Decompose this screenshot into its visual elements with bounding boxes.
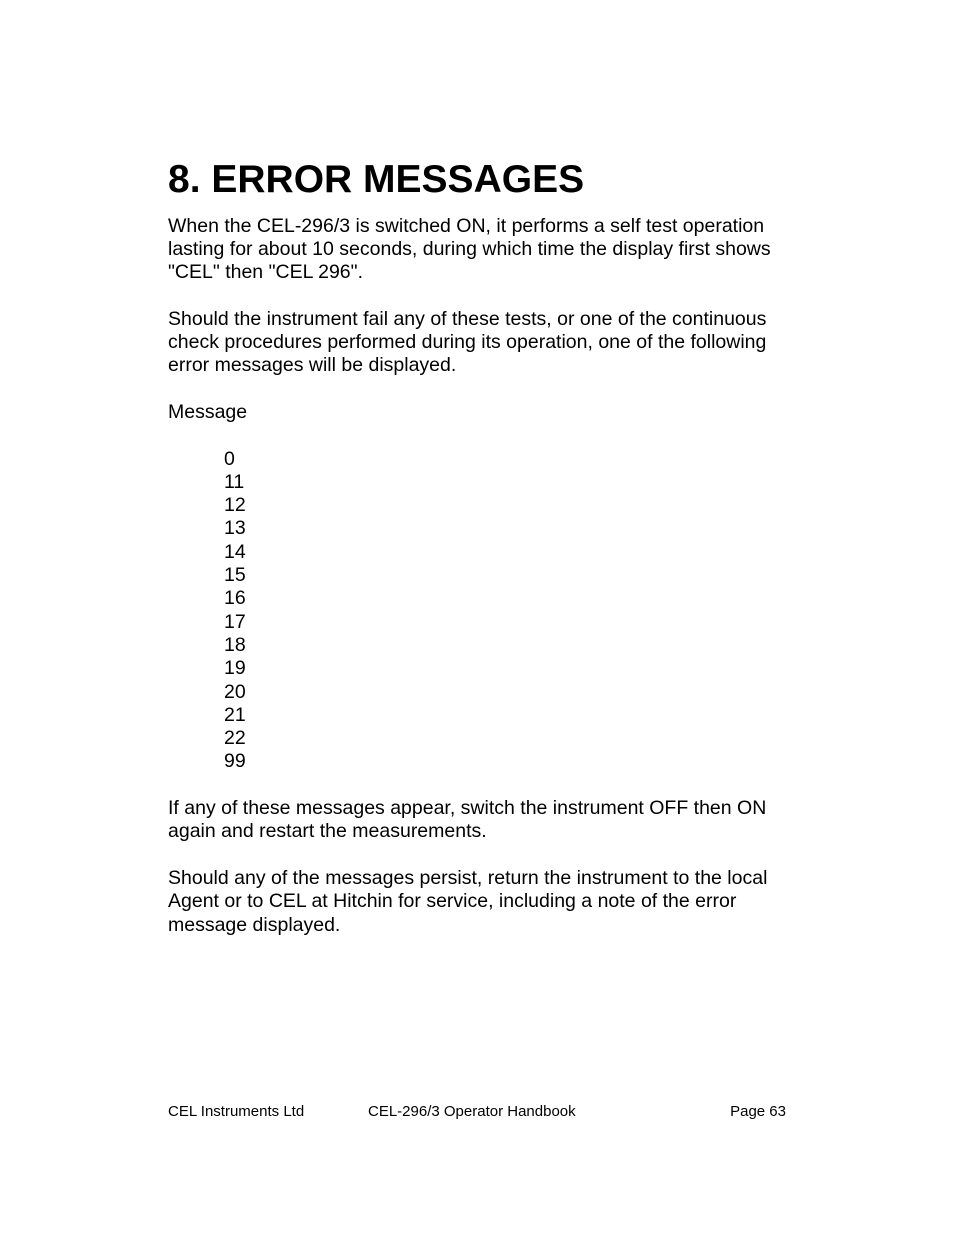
- spacer: [168, 844, 798, 867]
- spacer: [168, 774, 798, 797]
- service-paragraph: Should any of the messages persist, return the instrument to the local Agent or to CEL at Hitchin for service, including a note of the error message displayed.: [168, 866, 768, 936]
- error-code: 15: [224, 564, 246, 587]
- error-code: 18: [224, 633, 246, 656]
- footer-page-number: Page 63: [730, 1103, 786, 1120]
- error-code: 0: [224, 447, 235, 470]
- error-code: 13: [224, 517, 246, 540]
- error-code: 11: [224, 470, 245, 493]
- footer-document-title: CEL-296/3 Operator Handbook: [368, 1103, 576, 1120]
- error-code: 19: [224, 657, 246, 680]
- error-code: 17: [224, 610, 246, 633]
- error-code: 20: [224, 680, 246, 703]
- restart-paragraph: If any of these messages appear, switch the instrument OFF then ON again and restart the measurements.: [168, 797, 767, 843]
- intro-paragraph: When the CEL-296/3 is switched ON, it performs a self test operation lasting for about 10 seconds, during which time the display first shows "CEL" then "CEL 296".: [168, 214, 771, 284]
- error-code: 14: [224, 540, 246, 563]
- error-code: 12: [224, 494, 246, 517]
- spacer: [168, 284, 798, 307]
- error-code: 22: [224, 727, 246, 750]
- message-label: Message: [168, 400, 248, 423]
- error-code: 16: [224, 587, 246, 610]
- failure-paragraph: Should the instrument fail any of these tests, or one of the continuous check procedures performed during its operation, one of the following error messages will be displayed.: [168, 307, 767, 377]
- footer-company: CEL Instruments Ltd: [168, 1103, 305, 1120]
- error-code-list: [168, 448, 798, 774]
- spacer: [168, 378, 798, 401]
- page-footer: [168, 1103, 786, 1121]
- spacer: [168, 424, 798, 447]
- error-code: 99: [224, 750, 246, 773]
- section-heading: 8. ERROR MESSAGES: [168, 158, 585, 201]
- page-content: [168, 158, 798, 937]
- error-code: 21: [224, 703, 246, 726]
